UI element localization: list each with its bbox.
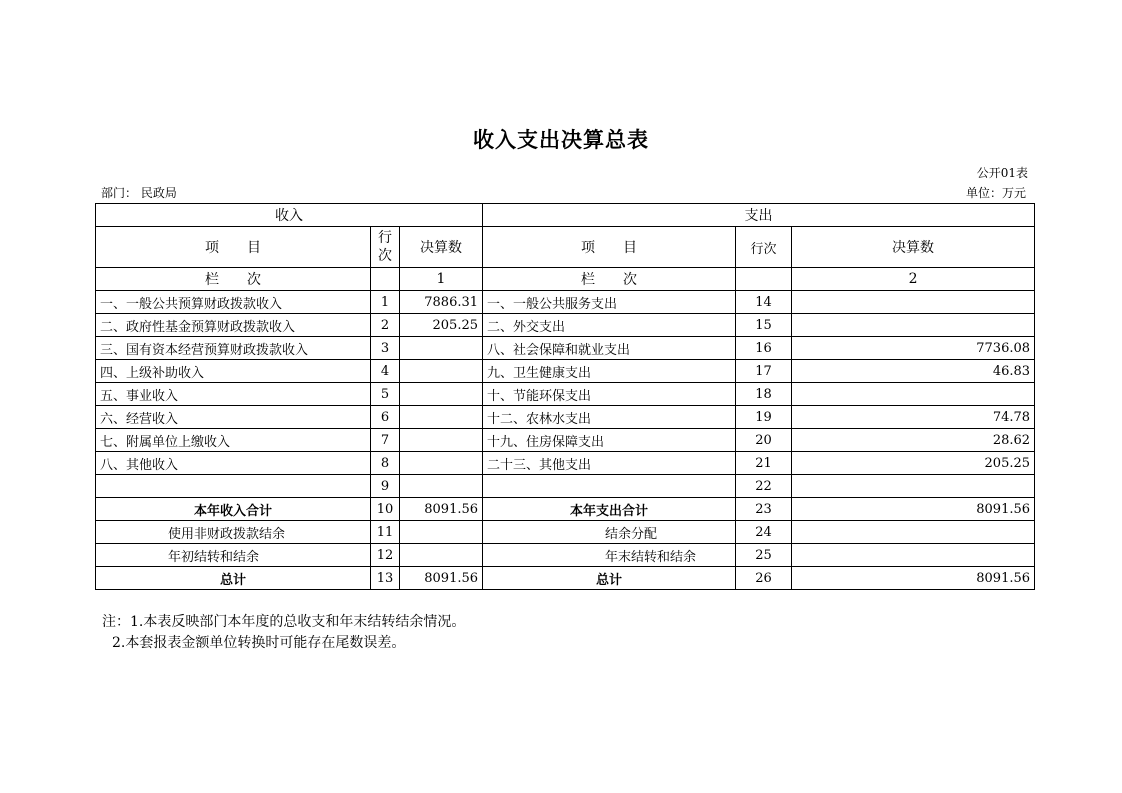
grand-total-row bbox=[96, 567, 1035, 590]
income-row-no: 7 bbox=[371, 429, 400, 452]
income-row-no: 9 bbox=[371, 475, 400, 498]
expense-row-no: 21 bbox=[736, 452, 792, 475]
expense-section-header: 支出 bbox=[483, 204, 1035, 227]
expense-item: 九、卫生健康支出 bbox=[483, 360, 736, 383]
income-row-no: 3 bbox=[371, 337, 400, 360]
income-grand-total-value: 8091.56 bbox=[400, 567, 483, 590]
income-amount bbox=[400, 360, 483, 383]
table-row bbox=[96, 429, 1035, 452]
expense-row-no: 23 bbox=[736, 498, 792, 521]
expense-row-no: 25 bbox=[736, 544, 792, 567]
expense-row-no: 26 bbox=[736, 567, 792, 590]
income-item: 二、政府性基金预算财政拨款收入 bbox=[96, 314, 371, 337]
income-item: 四、上级补助收入 bbox=[96, 360, 371, 383]
expense-item: 二、外交支出 bbox=[483, 314, 736, 337]
income-row-no: 10 bbox=[371, 498, 400, 521]
income-row-no: 5 bbox=[371, 383, 400, 406]
table-row bbox=[96, 452, 1035, 475]
ending-balance-label: 年末结转和结余 bbox=[483, 544, 736, 567]
expense-grand-total-value: 8091.56 bbox=[792, 567, 1035, 590]
balance-row bbox=[96, 521, 1035, 544]
expense-item: 二十三、其他支出 bbox=[483, 452, 736, 475]
note-line: 注：1.本表反映部门本年度的总收支和年末结转结余情况。 bbox=[102, 614, 466, 630]
nonfiscal-balance-label: 使用非财政拨款结余 bbox=[96, 521, 371, 544]
year-expense-total-value: 8091.56 bbox=[792, 498, 1035, 521]
income-amount: 205.25 bbox=[400, 314, 483, 337]
income-row-no: 8 bbox=[371, 452, 400, 475]
expense-grand-total-label: 总计 bbox=[483, 567, 736, 590]
income-row-no: 12 bbox=[371, 544, 400, 567]
year-income-total-label: 本年收入合计 bbox=[96, 498, 371, 521]
form-number: 公开01表 bbox=[976, 166, 1028, 180]
income-amount bbox=[400, 452, 483, 475]
year-total-row bbox=[96, 498, 1035, 521]
income-row-no-header: 行次 bbox=[371, 227, 400, 268]
income-amount bbox=[400, 429, 483, 452]
expense-column-index: 2 bbox=[792, 268, 1035, 291]
expense-amount bbox=[792, 383, 1035, 406]
surplus-distribution-value bbox=[792, 521, 1035, 544]
surplus-distribution-label: 结余分配 bbox=[483, 521, 736, 544]
income-item-header: 项 目 bbox=[96, 227, 371, 268]
budget-summary-table bbox=[95, 203, 1035, 590]
table-row bbox=[96, 383, 1035, 406]
expense-item: 十二、农林水支出 bbox=[483, 406, 736, 429]
table-row bbox=[96, 406, 1035, 429]
beginning-balance-value bbox=[400, 544, 483, 567]
expense-row-no: 15 bbox=[736, 314, 792, 337]
unit-label: 单位：万元 bbox=[965, 186, 1026, 200]
income-column-label: 栏 次 bbox=[96, 268, 371, 291]
income-amount bbox=[400, 475, 483, 498]
income-amount bbox=[400, 383, 483, 406]
year-expense-total-label: 本年支出合计 bbox=[483, 498, 736, 521]
ending-balance-value bbox=[792, 544, 1035, 567]
expense-amount bbox=[792, 475, 1035, 498]
expense-amount: 74.78 bbox=[792, 406, 1035, 429]
header-row-sections bbox=[96, 204, 1035, 227]
expense-row-no: 14 bbox=[736, 291, 792, 314]
income-item: 五、事业收入 bbox=[96, 383, 371, 406]
header-row-column-index bbox=[96, 268, 1035, 291]
expense-column-blank bbox=[736, 268, 792, 291]
expense-row-no: 20 bbox=[736, 429, 792, 452]
income-column-index: 1 bbox=[400, 268, 483, 291]
year-income-total-value: 8091.56 bbox=[400, 498, 483, 521]
expense-row-no: 22 bbox=[736, 475, 792, 498]
expense-amount bbox=[792, 291, 1035, 314]
expense-item: 一、一般公共服务支出 bbox=[483, 291, 736, 314]
beginning-balance-label: 年初结转和结余 bbox=[96, 544, 371, 567]
nonfiscal-balance-value bbox=[400, 521, 483, 544]
expense-amount: 205.25 bbox=[792, 452, 1035, 475]
expense-amount: 28.62 bbox=[792, 429, 1035, 452]
expense-item-header: 项 目 bbox=[483, 227, 736, 268]
income-item: 一、一般公共预算财政拨款收入 bbox=[96, 291, 371, 314]
income-section-header: 收入 bbox=[96, 204, 483, 227]
expense-row-no-header: 行次 bbox=[736, 227, 792, 268]
expense-amount: 46.83 bbox=[792, 360, 1035, 383]
income-amount bbox=[400, 337, 483, 360]
income-item bbox=[96, 475, 371, 498]
income-item: 七、附属单位上缴收入 bbox=[96, 429, 371, 452]
department-label: 部门： 民政局 bbox=[101, 186, 177, 200]
income-row-no: 2 bbox=[371, 314, 400, 337]
expense-row-no: 17 bbox=[736, 360, 792, 383]
table-row bbox=[96, 475, 1035, 498]
expense-item bbox=[483, 475, 736, 498]
expense-amount bbox=[792, 314, 1035, 337]
expense-row-no: 24 bbox=[736, 521, 792, 544]
expense-item: 十、节能环保支出 bbox=[483, 383, 736, 406]
income-row-no: 1 bbox=[371, 291, 400, 314]
income-item: 八、其他收入 bbox=[96, 452, 371, 475]
income-amount: 7886.31 bbox=[400, 291, 483, 314]
income-row-no: 6 bbox=[371, 406, 400, 429]
income-item: 六、经营收入 bbox=[96, 406, 371, 429]
table-row bbox=[96, 291, 1035, 314]
income-amount bbox=[400, 406, 483, 429]
table-row bbox=[96, 360, 1035, 383]
income-row-no: 4 bbox=[371, 360, 400, 383]
table-row bbox=[96, 337, 1035, 360]
table-row bbox=[96, 314, 1035, 337]
header-row-columns bbox=[96, 227, 1035, 268]
expense-row-no: 19 bbox=[736, 406, 792, 429]
income-amount-header: 决算数 bbox=[400, 227, 483, 268]
income-item: 三、国有资本经营预算财政拨款收入 bbox=[96, 337, 371, 360]
expense-amount-header: 决算数 bbox=[792, 227, 1035, 268]
expense-item: 八、社会保障和就业支出 bbox=[483, 337, 736, 360]
expense-item: 十九、住房保障支出 bbox=[483, 429, 736, 452]
notes bbox=[102, 612, 465, 654]
income-row-no: 13 bbox=[371, 567, 400, 590]
expense-column-label: 栏 次 bbox=[483, 268, 736, 291]
expense-row-no: 16 bbox=[736, 337, 792, 360]
page-title: 收入支出决算总表 bbox=[473, 128, 649, 152]
income-grand-total-label: 总计 bbox=[96, 567, 371, 590]
income-row-no: 11 bbox=[371, 521, 400, 544]
expense-row-no: 18 bbox=[736, 383, 792, 406]
expense-amount: 7736.08 bbox=[792, 337, 1035, 360]
income-column-blank bbox=[371, 268, 400, 291]
balance-row bbox=[96, 544, 1035, 567]
note-line: 2.本套报表金额单位转换时可能存在尾数误差。 bbox=[112, 635, 406, 651]
